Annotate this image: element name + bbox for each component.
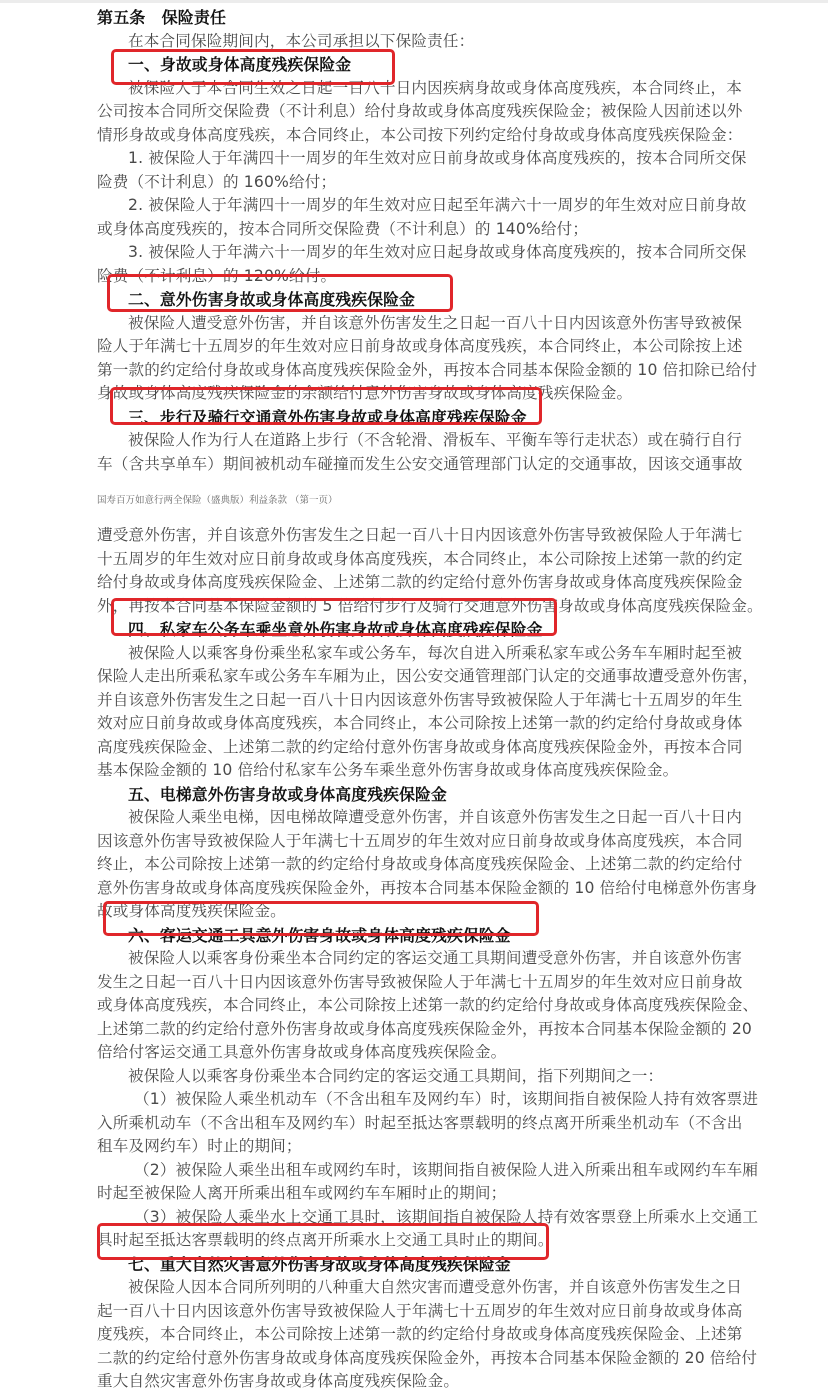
- paragraph-line: 起一百八十日内因该意外伤害导致被保险人于年满七十五周岁的年生效对应日前身故或身体高: [97, 1301, 743, 1320]
- list-item-2: （2）被保险人乘坐出租车或网约车时，该期间指自被保险人进入所乘出租车或网约车车厢: [134, 1160, 759, 1179]
- section-2-heading: 二、意外伤害身故或身体高度残疾保险金: [128, 290, 416, 309]
- list-item-2: 2. 被保险人于年满四十一周岁的年生效对应日起至年满六十一周岁的年生效对应日前身故: [128, 196, 747, 214]
- paragraph-line: 情形身故或身体高度残疾，本合同终止，本公司按下列约定给付身故或身体高度残疾保险金：: [97, 125, 743, 144]
- paragraph-line: 效对应日前身故或身体高度残疾，本合同终止，本公司除按上述第一款的约定给付身故或身体: [97, 714, 743, 732]
- paragraph-line: 给付身故或身体高度残疾保险金、上述第二款的约定给付意外伤害身故或身体高度残疾保险金: [97, 573, 743, 591]
- top-border: [0, 0, 828, 3]
- paragraph-line: 因该意外伤害导致被保险人于年满七十五周岁的年生效对应日前身故或身体高度残疾，本合同: [97, 831, 743, 850]
- paragraph-line: 被保险人乘坐电梯，因电梯故障遭受意外伤害，并自该意外伤害发生之日起一百八十日内: [128, 808, 743, 826]
- section-4-heading: 四、私家车公务车乘坐意外伤害身故或身体高度残疾保险金: [128, 620, 543, 639]
- paragraph-line: 被保险人于本合同生效之日起一百八十日内因疾病身故或身体高度残疾，本合同终止，本: [128, 78, 743, 97]
- paragraph-line: 公司按本合同所交保险费（不计利息）给付身故或身体高度残疾保险金；被保险人因前述以外: [97, 102, 743, 120]
- paragraph-line: 身故或身体高度残疾保险金的余额给付意外伤害身故或身体高度残疾保险金。: [97, 384, 633, 402]
- paragraph-line: 外，再按本合同基本保险金额的 5 倍给付步行及骑行交通意外伤害身故或身体高度残疾保险金。: [97, 596, 763, 615]
- paragraph-line: 上述第二款的约定给付意外伤害身故或身体高度残疾保险金外，再按本合同基本保险金额的 20: [97, 1019, 752, 1038]
- paragraph-line: 十五周岁的年生效对应日前身故或身体高度残疾，本合同终止，本公司除按上述第一款的约定: [97, 549, 743, 568]
- paragraph-line: 入所乘机动车（不含出租车及网约车）时起至抵达客票载明的终点离开所乘坐机动车（不含出: [97, 1113, 743, 1132]
- paragraph-line: 或身体高度残疾，本合同终止，本公司除按上述第一款的约定给付身故或身体高度残疾保险金、: [97, 996, 759, 1014]
- list-item-3: 3. 被保险人于年满六十一周岁的年生效对应日起身故或身体高度残疾的，按本合同所交保: [128, 243, 747, 261]
- section-3-heading: 三、步行及骑行交通意外伤害身故或身体高度残疾保险金: [128, 407, 527, 427]
- section-5-heading: 五、电梯意外伤害身故或身体高度残疾保险金: [128, 784, 447, 804]
- paragraph-line: 被保险人作为行人在道路上步行（不含轮滑、滑板车、平衡车等行走状态）或在骑行自行: [128, 431, 743, 449]
- paragraph-line: 重大自然灾害意外伤害身故或身体高度残疾保险金。: [97, 1372, 460, 1390]
- paragraph-line: 险费（不计利息）的 120%给付。: [97, 266, 337, 285]
- paragraph-line: 第一款的约定给付身故或身体高度残疾保险金外，再按本合同基本保险金额的 10 倍扣除已给付: [97, 360, 758, 379]
- paragraph-line: 险人于年满七十五周岁的年生效对应日前身故或身体高度残疾，本合同终止，本公司除按上述: [97, 337, 743, 355]
- paragraph-line: 基本保险金额的 10 倍给付私家车公务车乘坐意外伤害身故或身体高度残疾保险金。: [97, 761, 679, 779]
- paragraph-line: 被保险人遭受意外伤害，并自该意外伤害发生之日起一百八十日内因该意外伤害导致被保: [128, 313, 743, 332]
- list-item-1: 1. 被保险人于年满四十一周岁的年生效对应日前身故或身体高度残疾的，按本合同所交保: [128, 149, 747, 167]
- article-title: 第五条 保险责任: [97, 8, 227, 27]
- paragraph-line: 并自该意外伤害发生之日起一百八十日内因该意外伤害导致被保险人于年满七十五周岁的年生: [97, 690, 743, 709]
- paragraph-line: 被保险人以乘客身份乘坐本合同约定的客运交通工具期间遭受意外伤害，并自该意外伤害: [128, 949, 743, 967]
- list-item-3: （3）被保险人乘坐水上交通工具时，该期间指自被保险人持有效客票登上所乘水上交通工: [134, 1207, 759, 1226]
- paragraph-line: 险费（不计利息）的 160%给付；: [97, 172, 337, 191]
- paragraph-line: 终止，本公司除按上述第一款的约定给付身故或身体高度残疾保险金、上述第二款的约定给付: [97, 855, 743, 873]
- paragraph-line: 遭受意外伤害，并自该意外伤害发生之日起一百八十日内因该意外伤害导致被保险人于年满七: [97, 526, 743, 544]
- paragraph-line: 倍给付客运交通工具意外伤害身故或身体高度残疾保险金。: [97, 1043, 507, 1061]
- page-footer: 国寿百万如意行两全保险（盛典版）利益条款 （第一页）: [97, 495, 338, 506]
- paragraph-line: 二款的约定给付意外伤害身故或身体高度残疾保险金外，再按本合同基本保险金额的 20 倍给付: [97, 1348, 758, 1367]
- paragraph-line: 意外伤害身故或身体高度残疾保险金外，再按本合同基本保险金额的 10 倍给付电梯意外伤害身: [97, 878, 758, 897]
- paragraph-line: 被保险人以乘客身份乘坐私家车或公务车，每次自进入所乘私家车或公务车车厢时起至被: [128, 643, 743, 662]
- paragraph-line: 被保险人因本合同所列明的八种重大自然灾害而遭受意外伤害，并自该意外伤害发生之日: [128, 1278, 743, 1296]
- paragraph-line: 被保险人以乘客身份乘坐本合同约定的客运交通工具期间，指下列期间之一：: [128, 1066, 664, 1085]
- paragraph-line: 具时起至抵达客票载明的终点离开所乘水上交通工具时止的期间。: [97, 1231, 554, 1249]
- section-7-heading: 七、重大自然灾害意外伤害身故或身体高度残疾保险金: [128, 1254, 511, 1274]
- paragraph-line: 车（含共享单车）期间被机动车碰撞而发生公安交通管理部门认定的交通事故，因该交通事故: [97, 454, 743, 473]
- section-1-heading: 一、身故或身体高度残疾保险金: [128, 55, 352, 74]
- intro-text: 在本合同保险期间内，本公司承担以下保险责任：: [128, 31, 475, 50]
- paragraph-line: 度残疾，本合同终止，本公司除按上述第一款的约定给付身故或身体高度残疾保险金、上述第: [97, 1325, 743, 1343]
- paragraph-line: 租车及网约车）时止的期间；: [97, 1137, 302, 1155]
- document-page: [97, 6, 763, 1394]
- list-item-1: （1）被保险人乘坐机动车（不含出租车及网约车）时，该期间指自被保险人持有效客票进: [134, 1090, 759, 1108]
- paragraph-line: 故或身体高度残疾保险金。: [97, 902, 286, 920]
- paragraph-line: 保险人走出所乘私家车或公务车车厢为止，因公安交通管理部门认定的交通事故遭受意外伤害，: [97, 667, 759, 685]
- paragraph-line: 高度残疾保险金、上述第二款的约定给付意外伤害身故或身体高度残疾保险金外，再按本合同: [97, 737, 743, 756]
- section-6-heading: 六、客运交通工具意外伤害身故或身体高度残疾保险金: [128, 925, 511, 945]
- paragraph-line: 时起至被保险人离开所乘出租车或网约车车厢时止的期间；: [97, 1184, 507, 1202]
- paragraph-line: 发生之日起一百八十日内因该意外伤害导致被保险人于年满七十五周岁的年生效对应日前身故: [97, 972, 743, 991]
- paragraph-line: 或身体高度残疾的，按本合同所交保险费（不计利息）的 140%给付；: [97, 219, 589, 238]
